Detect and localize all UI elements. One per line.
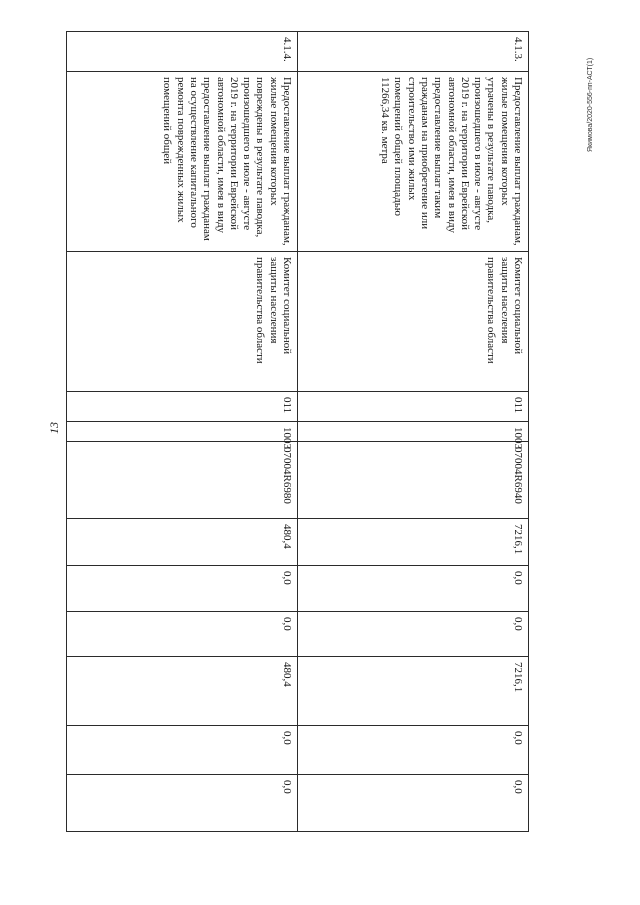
row-number: 4.1.3. (298, 32, 529, 72)
value-col-4: 0,0 (67, 726, 298, 775)
value-col-3: 7216,1 (298, 657, 529, 726)
total-value: 480,4 (67, 519, 298, 566)
grbs-code: 011 (67, 392, 298, 422)
target-article-code: 07004R6940 (298, 442, 529, 519)
table-row (298, 32, 529, 832)
total-value: 7216,1 (298, 519, 529, 566)
document-code: Якимова/2020-556-пп-АСТ(1) (587, 57, 594, 152)
value-col-1: 0,0 (67, 566, 298, 612)
value-col-2: 0,0 (298, 612, 529, 657)
value-col-1: 0,0 (298, 566, 529, 612)
value-col-4: 0,0 (298, 726, 529, 775)
section-code: 1003 (67, 422, 298, 442)
activity-name: Предоставление выплат гражданам, жилые помещения которых утрачены в результате паводка, произошедшего в июле - августе 2019 г. на территории Еврейской автономной области, имея в виду предоставление выплат таким гражданам на приобретение или строительство ими жилых помещений общей площадью 11266,34 кв. метра (298, 72, 529, 252)
target-article-code: 07004R6980 (67, 442, 298, 519)
executor: Комитет социальной защиты населения правительства области (298, 252, 529, 392)
table-row (67, 32, 298, 832)
program-table (67, 31, 529, 831)
executor: Комитет социальной защиты населения правительства области (67, 252, 298, 392)
value-col-5: 0,0 (67, 775, 298, 832)
section-code: 1003 (298, 422, 529, 442)
value-col-3: 480,4 (67, 657, 298, 726)
grbs-code: 011 (298, 392, 529, 422)
activity-name: Предоставление выплат гражданам, жилые помещения которых повреждены в результате паводка, произошедшего в июле - августе 2019 г. на территории Еврейской автономной области, имея в виду предоставление выплат гражданам на осуществление капитального ремонта поврежденных жилых помещений общей (67, 72, 298, 252)
row-number: 4.1.4. (67, 32, 298, 72)
page-number: 13 (47, 422, 61, 434)
value-col-5: 0,0 (298, 775, 529, 832)
value-col-2: 0,0 (67, 612, 298, 657)
